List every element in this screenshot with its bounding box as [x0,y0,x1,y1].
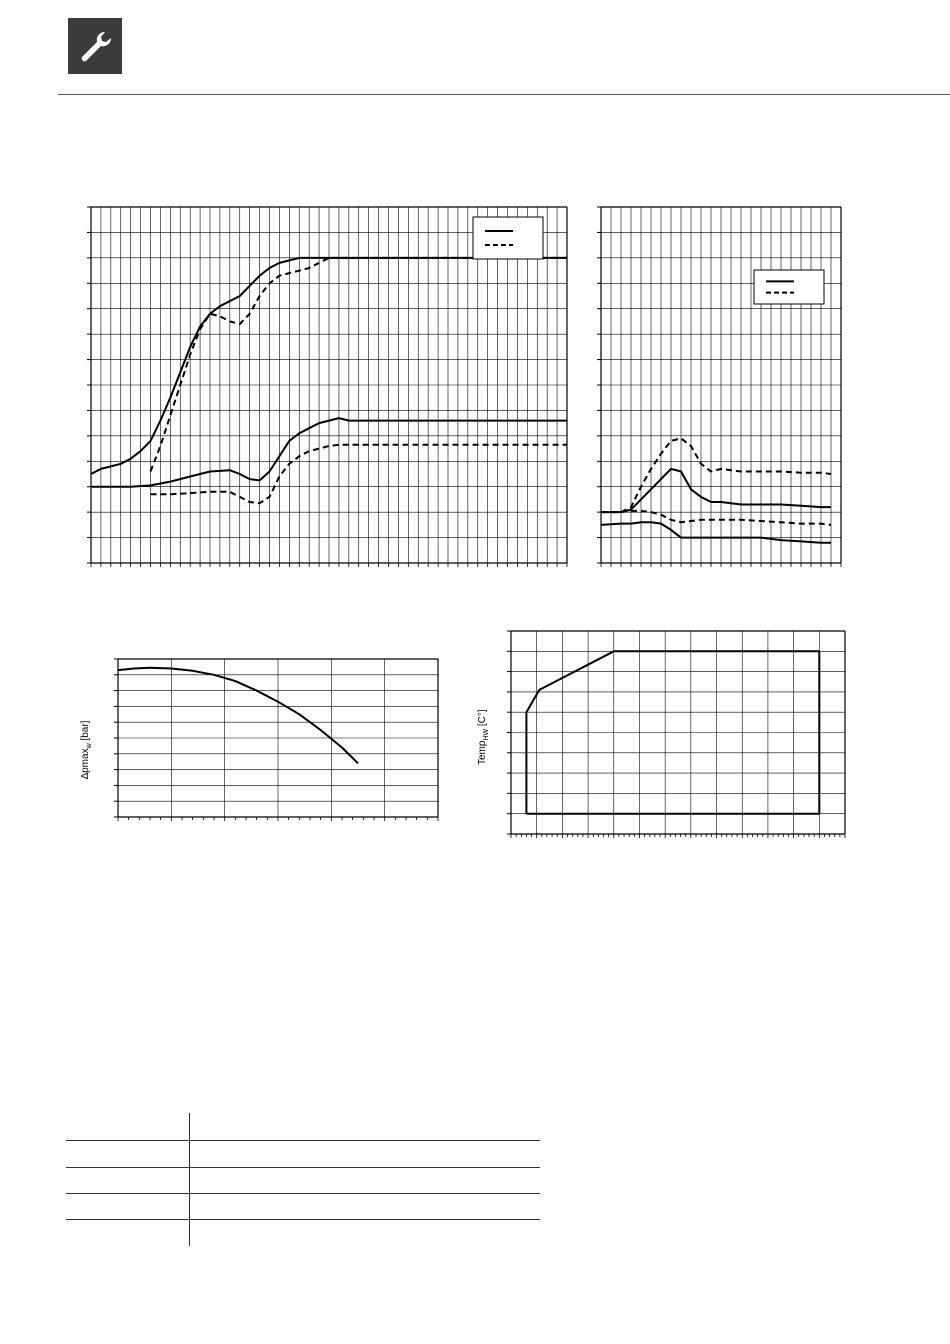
grid [601,207,841,563]
temperature-y-label-sub: HW [483,728,490,741]
pressure-y-label-unit: [bar] [80,720,91,744]
grid [511,631,845,834]
legend-box [473,217,543,259]
grid [91,207,567,563]
series-line-2 [601,469,831,512]
temperature-y-label-text: Temp [477,740,488,765]
main-line-chart [91,207,567,563]
temperature-envelope-chart [511,631,845,834]
spec-table-row-divider [66,1193,540,1194]
spec-table-row-divider [66,1219,540,1220]
series-line-4 [601,522,831,542]
spec-table [66,1113,540,1246]
legend [473,217,543,259]
wrench-icon [68,18,122,74]
axis-ticks [597,207,841,567]
spec-table-row-divider [66,1140,540,1141]
secondary-line-chart [601,207,841,563]
pressure-y-axis-label [80,721,93,779]
axis-ticks [507,631,845,838]
spec-table-column-divider [189,1113,190,1246]
header-divider [58,94,950,95]
axis-ticks [87,207,567,567]
temperature-y-axis-label [477,709,490,765]
legend [754,270,824,304]
pressure-y-label-text: ∆pmax [80,748,91,779]
pressure-y-label-sub: w [86,743,93,749]
series-line-1 [118,668,358,764]
pressure-curve-chart [118,659,438,817]
axis-ticks [114,659,438,821]
temperature-y-label-unit: [C°] [477,709,488,729]
spec-table-row-divider [66,1167,540,1168]
grid [118,659,438,817]
legend-box [754,270,824,304]
